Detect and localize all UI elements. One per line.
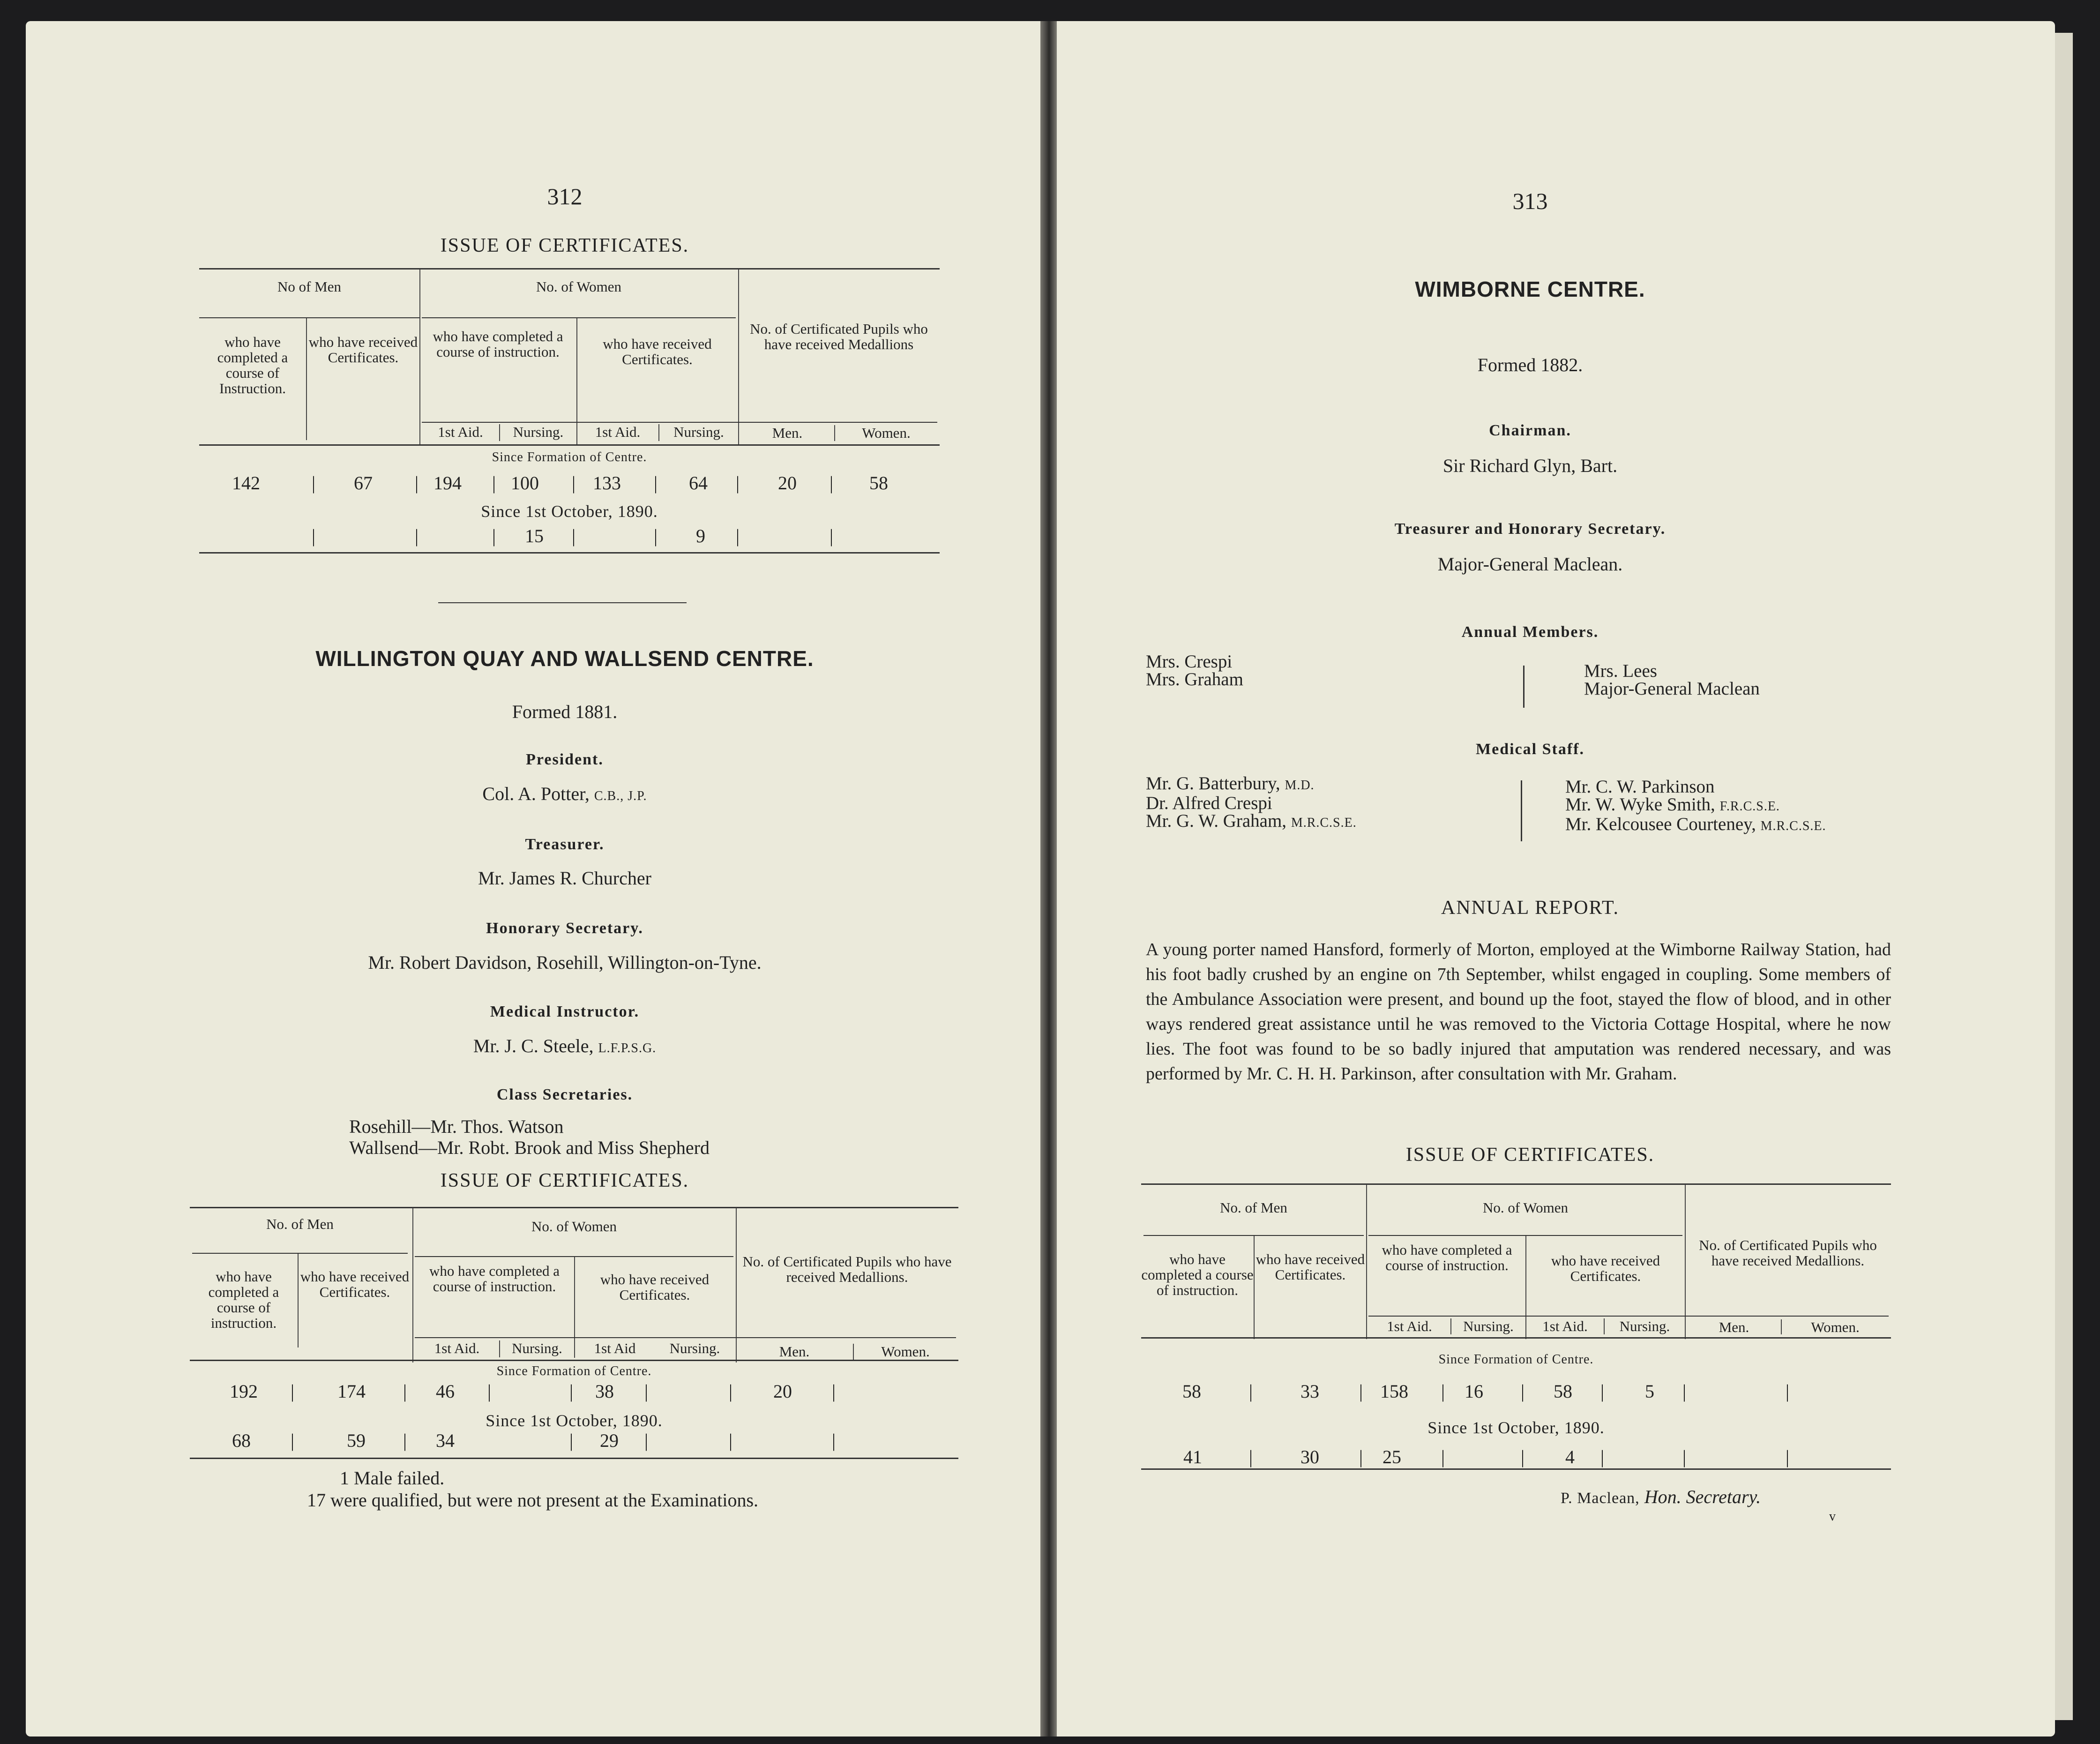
- sub-1st-aid: 1st Aid.: [434, 1340, 480, 1356]
- annual-members-label: Annual Members.: [1461, 623, 1599, 641]
- header-received: who have received Certificates.: [1256, 1251, 1365, 1283]
- members-right: Mrs. Lees Major-General Maclean: [1584, 661, 1760, 699]
- report-title: ANNUAL REPORT.: [1441, 897, 1620, 919]
- header-received: who have received Certificates.: [308, 334, 418, 366]
- class-secretary-rosehill: Rosehill—Mr. Thos. Watson: [349, 1116, 564, 1137]
- signature-mark: v: [1829, 1509, 1836, 1524]
- medical-staff-label: Medical Staff.: [1476, 741, 1584, 758]
- class-secretary-wallsend: Wallsend—Mr. Robt. Brook and Miss Shepherd: [349, 1137, 710, 1158]
- formed-date: Formed 1882.: [1477, 354, 1583, 375]
- header-women-received: who have received Certificates.: [600, 1271, 710, 1303]
- section-divider: [438, 602, 687, 603]
- formed-date: Formed 1881.: [512, 701, 618, 722]
- footnote: 1 Male failed.: [340, 1467, 445, 1489]
- since-october-label: Since 1st October, 1890.: [486, 1411, 663, 1430]
- header-men: No. of Men: [1220, 1199, 1287, 1216]
- report-text: A young porter named Hansford, formerly of Morton, employed at the Wimborne Railway Station, had his foot badly crushed by an engine on 7th September, whilst engaged in coupling. Some members of the Ambulance Association were present, and bound up the foot, stayed the flow of blood, and in other ways rendered great assistance until he was removed to the Victoria Cottage Hospital, where he now lies. The foot was found to be so badly injured that amputation was rendered necessary, and was performed by Mr. C. H. H. Parkinson, after consultation with Mr. Graham.: [1146, 940, 1891, 1084]
- sub-1st-aid-2: 1st Aid: [594, 1340, 636, 1356]
- medical-instructor-label: Medical Instructor.: [490, 1003, 640, 1020]
- header-completed: who have completed a course of instruction.: [208, 1268, 279, 1331]
- header-completed: who have completed a course of Instruction.: [217, 334, 288, 397]
- treasurer-name: Major-General Maclean.: [1437, 554, 1623, 575]
- header-men: No. of Men: [266, 1216, 334, 1232]
- hon-sec-label: Honorary Secretary.: [486, 920, 643, 937]
- header-women-completed: who have completed a course of instruction.: [433, 328, 563, 360]
- treasurer-name: Mr. James R. Churcher: [478, 868, 651, 889]
- page-number: 312: [547, 183, 583, 210]
- header-women-completed: who have completed a course of instruction.: [429, 1263, 560, 1295]
- header-men: No of Men: [277, 278, 342, 295]
- signature: P. Maclean, Hon. Secretary.: [1561, 1486, 1761, 1507]
- since-october-label: Since 1st October, 1890.: [481, 502, 658, 521]
- footnote: 17 were qualified, but were not present at the Examinations.: [307, 1490, 759, 1511]
- sub-nursing: Nursing.: [512, 1340, 562, 1356]
- table-title: ISSUE OF CERTIFICATES.: [440, 1170, 689, 1191]
- page-edge: [2055, 33, 2073, 1720]
- header-women: No. of Women: [531, 1218, 617, 1235]
- sub-women: Women.: [862, 425, 911, 441]
- centre-title: WIMBORNE CENTRE.: [1415, 277, 1645, 301]
- treasurer-label: Treasurer.: [525, 836, 605, 853]
- right-page: 313 WIMBORNE CENTRE. Formed 1882. Chairman. Sir Richard Glyn, Bart. Treasurer and Honorary Secretary. Major-General Maclean. Annual Members. Mrs. Crespi Mrs. Graham Mrs. Lees Major-General Maclean Medical Staff. Mr. G. Batterbury, M.D. Dr. Alfred Crespi Mr. G. W. Graham, M.R.C.S.E. Mr. C. W. Parkinson Mr. W. Wyke Smith, F.R.C.S.E. Mr. Kelcousee Courteney, M.R.C.S.E. ANNUAL REPORT. A young porter named Hansford, formerly of Morton, employed at the Wimborne Railway Station, had his foot badly crushed by an engine on 7th September, whilst engaged in coupling. Some members of the Ambulance Association were present, and bound up the foot, stayed the flow of blood, and in other ways rendered great assistance until he was removed to the Victoria Cottage Hospital, where he now lies. The foot was found to be so badly injured that amputation was rendered necessary, and was performed by Mr. C. H. H. Parkinson, after consultation with Mr. Graham. ISSUE OF CERTIFICATES. No. of Men No. of Women who have completed a course of instruction. who have received Certificates. who have completed a course of instruction. who have received Certificates. No. of Certificated Pupils who have received Medallions. 1st Aid. Nursing. 1st Aid. Nursing. Men. Women. Since Formation of Centre. 58 | 33 | 158 | 16 | 58 | 5 | | Since 1st October, 1890. 41 | 30 | 25 | | 4 | | | P. Maclean, Hon. Secretary. v: [1057, 21, 2055, 1737]
- medical-instructor-name: Mr. J. C. Steele, L.F.P.S.G.: [473, 1035, 657, 1056]
- sub-men: Men.: [779, 1343, 810, 1360]
- sub-nursing-2: Nursing.: [669, 1340, 720, 1356]
- sub-1st-aid: 1st Aid.: [438, 424, 483, 440]
- sub-1st-aid: 1st Aid.: [1387, 1318, 1432, 1334]
- president-name: Col. A. Potter, C.B., J.P.: [482, 783, 647, 804]
- sub-women: Women.: [1811, 1319, 1860, 1335]
- sub-women: Women.: [881, 1343, 930, 1360]
- sub-nursing: Nursing.: [513, 424, 564, 440]
- header-medallions: No. of Certificated Pupils who have received Medallions: [750, 321, 928, 352]
- medical-staff-left: Mr. G. Batterbury, M.D. Dr. Alfred Crespi Mr. G. W. Graham, M.R.C.S.E.: [1146, 773, 1357, 831]
- header-women-received: who have received Certificates.: [1551, 1252, 1660, 1284]
- chairman-name: Sir Richard Glyn, Bart.: [1442, 455, 1618, 476]
- sub-1st-aid-2: 1st Aid.: [595, 424, 641, 440]
- sub-nursing-2: Nursing.: [673, 424, 724, 440]
- header-completed: who have completed a course of instruction.: [1141, 1251, 1254, 1298]
- chairman-label: Chairman.: [1489, 422, 1571, 439]
- table-title: ISSUE OF CERTIFICATES.: [440, 235, 689, 256]
- page-number: 313: [1512, 188, 1548, 214]
- table-title: ISSUE OF CERTIFICATES.: [1405, 1144, 1655, 1166]
- since-formation-label: Since Formation of Centre.: [492, 450, 647, 464]
- since-formation-label: Since Formation of Centre.: [1438, 1352, 1594, 1367]
- members-left: Mrs. Crespi Mrs. Graham: [1146, 651, 1243, 689]
- header-received: who have received Certificates.: [300, 1268, 410, 1300]
- sub-men: Men.: [1719, 1319, 1749, 1335]
- header-women: No. of Women: [536, 278, 622, 295]
- since-formation-label: Since Formation of Centre.: [496, 1364, 652, 1378]
- header-medallions: No. of Certificated Pupils who have received Medallions.: [1699, 1237, 1877, 1269]
- header-women-completed: who have completed a course of instruction.: [1382, 1242, 1512, 1273]
- left-page: 312 ISSUE OF CERTIFICATES. No of Men No. of Women who have completed a course of Instruction. who have received Certificates. who have completed a course of instruction. who have received Certificates. No. of Certificated Pupils who have received Medallions 1st Aid. Nursing. 1st Aid. Nursing. Men. Women. Since Formation of Centre. 142 | 67 | 194 | 100 | 133 | 64 | 20 | 58 Since 1st October, 1890. | | | 15 | | 9 | | WILLINGTON QUAY AND WALLSEND CENTRE. Formed 1881. President. Col. A. Potter, C.B., J.P. Treasurer. Mr. James R. Churcher Honorary Secretary. Mr. Robert Davidson, Rosehill, Willington-on-Tyne. Medical Instructor. Mr. J. C. Steele, L.F.P.S.G. Class Secretaries. Rosehill—Mr. Thos. Watson Wallsend—Mr. Robt. Brook and Miss Shepherd ISSUE OF CERTIFICATES. No. of Men No. of Women who have completed a course of instruction. who have received Certificates. who have completed a course of instruction. who have received Certificates. No. of Certificated Pupils who have received Medallions. 1st Aid. Nursing. 1st Aid Nursing. Men. Women. Since Formation of Centre. 192 | 174 | 46 | | 38 | | 20 | Since 1st October, 1890. 68 | 59 | 34 | 29 | | | 1 Male failed. 17 were qualified, but were not present at the Examinations.: [26, 21, 1040, 1737]
- sub-1st-aid-2: 1st Aid.: [1542, 1318, 1588, 1334]
- header-women-received: who have received Certificates.: [603, 336, 712, 367]
- centre-title: WILLINGTON QUAY AND WALLSEND CENTRE.: [315, 646, 814, 671]
- sub-nursing: Nursing.: [1463, 1318, 1514, 1334]
- header-women: No. of Women: [1482, 1199, 1569, 1216]
- medical-staff-right: Mr. C. W. Parkinson Mr. W. Wyke Smith, F.R.C.S.E. Mr. Kelcousee Courteney, M.R.C.S.E.: [1565, 777, 1826, 834]
- treasurer-label: Treasurer and Honorary Secretary.: [1394, 520, 1666, 538]
- header-medallions: No. of Certificated Pupils who have received Medallions.: [742, 1253, 952, 1285]
- sub-men: Men.: [772, 425, 803, 441]
- class-secretaries-label: Class Secretaries.: [496, 1086, 633, 1103]
- hon-sec-name: Mr. Robert Davidson, Rosehill, Willington-on-Tyne.: [368, 952, 762, 973]
- president-label: President.: [526, 751, 604, 768]
- since-october-label: Since 1st October, 1890.: [1427, 1418, 1605, 1437]
- sub-nursing-2: Nursing.: [1619, 1318, 1670, 1334]
